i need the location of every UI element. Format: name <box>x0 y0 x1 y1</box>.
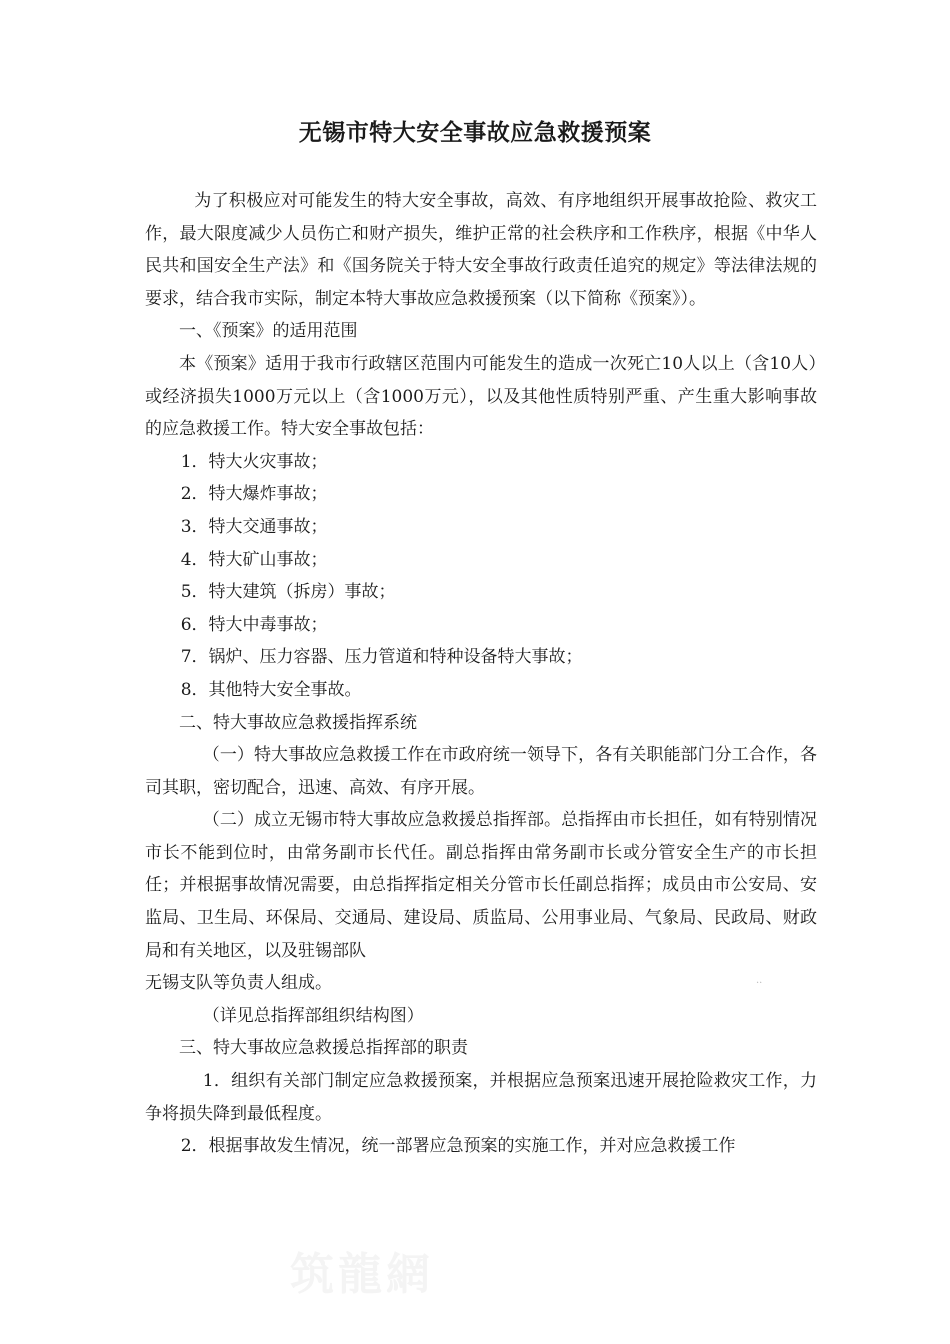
sub-paragraph-1: （一）特大事故应急救援工作在市政府统一领导下，各有关职能部门分工合作，各司其职，密切配合，迅速、高效、有序开展。 <box>145 745 817 798</box>
watermark-logo: 筑龍網 <box>290 1249 434 1300</box>
section-heading-1: 一、《预案》的适用范围 <box>179 321 358 342</box>
scan-smudge: ·· <box>756 978 763 989</box>
section-heading-3: 三、特大事故应急救援总指挥部的职责 <box>179 1038 468 1059</box>
list-item: 7．锅炉、压力容器、压力管道和特种设备特大事故； <box>180 647 583 668</box>
diagram-reference: （详见总指挥部组织结构图） <box>202 1005 424 1026</box>
intro-paragraph: 为了积极应对可能发生的特大安全事故，高效、有序地组织开展事故抢险、救灾工作，最大限度减少人员伤亡和财产损失，维护正常的社会秩序和工作秩序，根据《中华人民共和国安全生产法》和《国务院关于特大安全事故行政责任追究的规定》等法律法规的要求，结合我市实际，制定本特大事故应急救援预案（以下简称《预案》）。 <box>145 191 817 309</box>
sub-paragraph-2: （二）成立无锡市特大事故应急救援总指挥部。总指挥由市长担任，如有特别情况市长不能到位时，由常务副市长代任。副总指挥由常务副市长或分管安全生产的市长担任；并根据事故情况需要，由总指挥指定相关分管市长任副总指挥；成员由市公安局、安监局、卫生局、环保局、交通局、建设局、质监局、公用事业局、气象局、民政局、财政局和有关地区，以及驻锡部队 <box>145 810 817 961</box>
list-item: 5．特大建筑（拆房）事故； <box>180 582 396 603</box>
list-item: 1．特大火灾事故； <box>180 451 328 472</box>
list-item: 2．特大爆炸事故； <box>180 484 328 505</box>
scope-paragraph: 本《预案》适用于我市行政辖区范围内可能发生的造成一次死亡10人以上（含10人）或经济损失1000万元以上（含1000万元），以及其他性质特别严重、产生重大影响事故的应急救援工作。特大安全事故包括： <box>145 353 817 440</box>
duty-item-2: 2．根据事故发生情况，统一部署应急预案的实施工作，并对应急救援工作 <box>180 1136 736 1157</box>
document-body <box>145 185 817 1163</box>
document-title: 无锡市特大安全事故应急救援预案 <box>298 119 652 146</box>
list-item: 8．其他特大安全事故。 <box>180 679 362 700</box>
section-heading-2: 二、特大事故应急救援指挥系统 <box>179 712 417 733</box>
list-item: 6．特大中毒事故； <box>180 614 328 635</box>
list-item: 4．特大矿山事故； <box>180 549 328 570</box>
duty-item-1: 1．组织有关部门制定应急救援预案，并根据应急预案迅速开展抢险救灾工作，力争将损失降到最低程度。 <box>145 1071 817 1124</box>
sub-paragraph-2-continued: 无锡支队等负责人组成。 <box>145 973 332 994</box>
list-item: 3．特大交通事故； <box>180 516 328 537</box>
